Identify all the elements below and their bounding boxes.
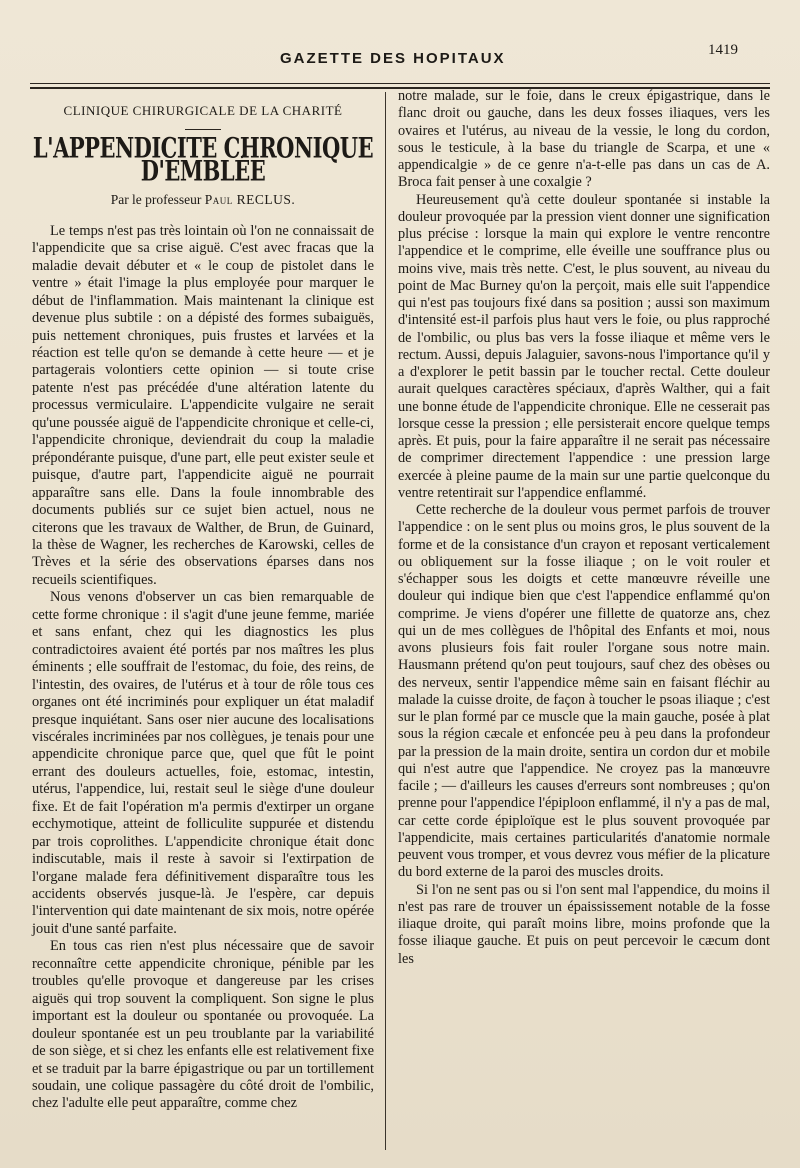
paragraph: Le temps n'est pas très lointain où l'on ne connaissait de l'appendicite que sa crise aiguë. C'est avec fracas que la maladie devait débuter et « le coup de pistolet dans le ventre » était l'image la plus employée pour marquer le début de l'inflammation. Mais maintenant la clinique est devenue plus subtile : on a dépisté des formes subaiguës, puis nettement chroniques, puis frustes et larvées et la réaction est telle qu'on se demande à cette heure — et je partagerais volontiers cette opinion — si toute crise patente n'est pas précédée d'une altération latente du processus vermiculaire. L'appendicite vulgaire ne serait qu'une poussée aiguë de l'appendicite chronique et celle-ci, l'appendicite chronique, deviendrait du coup la maladie prépondérante puisque, d'une part, elle peut exister seule et puisque, d'autre part, l'appendicite aiguë ne pourrait apparaître sans elle. Dans la foule innombrable des documents publiés sur ce sujet bien actuel, nous ne citerons que les travaux de Walther, de Brun, de Guinard, la thèse de Wagner, les recherches de Karowski, celles de Trèves et la série des observations éparses dans nos recueils scientifiques. [32,222,374,588]
header-rule [30,83,770,84]
paragraph: Heureusement qu'à cette douleur spontanée si instable la douleur provoquée par la pression vient donner une signification plus précise : lorsque la main qui explore le ventre rencontre l'appendice et le comprime, elle éveille une souffrance plus ou moins vive, mais très nette. C'est, le plus souvent, au niveau du point de Mac Burney qu'on la perçoit, mais elle suit l'appendice qui n'est pas toujours fixé dans sa position ; aussi son maximum d'intensité est-il parfois plus haut vers le foie, ou plus rapproché de l'ombilic, ou plus bas vers la fosse iliaque et même vers le rectum. Aussi, depuis Jalaguier, savons-nous l'importance qu'il y a d'explorer le petit bassin par le toucher rectal. Cette douleur aurait quelques caractères spéciaux, d'après Walther, qui a fait une bonne étude de l'appendicite chronique. Elle ne cesserait pas lorsque cesse la pression ; elle persisterait encore quelque temps après. Et puis, pour la faire apparaître il ne serait pas nécessaire de comprimer directement l'appendice : une pression large exercée à pleine paume de la main sur une partie quelconque du ventre retentirait sur l'appendice enflammé. [398,191,770,501]
byline-author: Paul RECLUS. [204,192,296,208]
paragraph: notre malade, sur le foie, dans le creux épigastrique, dans le flanc droit ou gauche, dans les deux fosses iliaques, vers les ovaires et l'utérus, au niveau de la vessie, le long du cordon, sous le testicule, à la base du triangle de Scarpa, et une « appendicalgie » de ce genre n'a-t-elle pas dans un cas de A. Broca fait penser à une coxalgie ? [398,88,770,191]
page-number: 1419 [708,42,738,58]
paragraph: Cette recherche de la douleur vous permet parfois de trouver l'appendice : on le sent plus ou moins gros, le plus souvent de la forme et de la consistance d'un crayon et reposant verticalement ou obliquement sur la fosse iliaque ; on le voit rouler et s'échapper sous les doigts et cette manœuvre réveille une douleur qui indique bien que c'est l'appendice enflammé qu'on comprime. Je viens d'opérer une fillette de quatorze ans, chez qui un de mes collègues de l'hôpital des Enfants et moi, nous avons plusieurs fois fait rouler l'organe sous notre main. Hausmann prétend qu'on peut toujours, sauf chez des obèses ou des nerveux, sentir l'appendice même sain en faisant fléchir au malade la cuisse droite, de façon à toucher le psoas iliaque ; c'est sur le plan formé par ce muscle que la main gauche, posée à plat sous la région cæcale et enfoncée peu à peu dans la profondeur par la pression de la main droite, sentira un cordon dur et mobile qui n'est autre que l'appendice. Ne croyez pas la manœuvre facile ; — d'ailleurs les causes d'erreurs sont nombreuses ; qu'on prenne pour l'appendice l'épiploon enflammé, il n'y a pas de mal, car cette corde épiploïque est le plus souvent provoquée par l'appendicite, mais certaines particularités d'anatomie normale peuvent vous tromper, et vous devrez vous méfier de la plicature du bord externe de la paroi des muscles droits. [398,502,770,881]
running-title: GAZETTE DES HOPITAUX [280,50,506,67]
byline-prefix: Par le professeur [110,192,202,208]
paragraph: Si l'on ne sent pas ou si l'on sent mal l'appendice, du moins il n'est pas rare de trouver un épaississement notable de la fosse iliaque droite, qui paraît moins libre, moins profonde que la fosse iliaque gauche. Et puis on peut percevoir le cæcum dont les [398,881,770,967]
right-column [398,88,770,968]
byline [32,191,374,208]
page-header [30,40,770,80]
section-title: CLINIQUE CHIRURGICALE DE LA CHARITÉ [63,103,343,118]
paragraph: Nous venons d'observer un cas bien remarquable de cette forme chronique : il s'agit d'une jeune femme, mariée et sans enfant, chez qui les diagnostics les plus contradictoires avaient été portés par nos maîtres les plus éminents ; elle souffrait de l'estomac, du foie, des reins, de l'intestin, des ovaires, de l'utérus et à tour de rôle tous ces organes ont été incriminés pour expliquer un état maladif presque inquiétant. Sans oser nier aucune des localisations viscérales incriminées par nos collègues, je tenais pour une appendicite chronique parce que, quel que fût le point errant des douleurs actuelles, foie, estomac, intestin, utérus, l'appendice, lui, restait seul le siège d'une douleur fixe. Et de fait l'opération m'a permis d'extirper un organe ecchymotique, atteint de folliculite suppurée et distendu par trois coprolithes. L'appendicite chronique était donc indiscutable, mais il reste à savoir si l'extirpation de l'organe malade fera définitivement disparaître tous les accidents observés jusque-là. Je l'espère, car depuis l'intervention qui date maintenant de six mois, notre opérée jouit d'une santé parfaite. [32,589,374,937]
column-divider [385,92,386,1150]
article-title: L'APPENDICITE CHRONIQUE D'EMBLÉE [32,130,374,189]
paragraph: En tous cas rien n'est plus nécessaire que de savoir reconnaître cette appendicite chronique, pénible par les troubles qu'elle provoque et dangereuse par les crises aiguës qui trop souvent la compliquent. Son signe le plus important est la douleur ou spontanée ou provoquée. La douleur spontanée est un peu troublante par la variabilité de son siège, et si chez les enfants elle est relativement fixe et se traduit par la barre épigastrique ou par un tortillement soudain, une colique passagère du côté droit de l'ombilic, chez l'adulte elle peut apparaître, comme chez [32,938,374,1112]
left-column [32,96,374,1113]
